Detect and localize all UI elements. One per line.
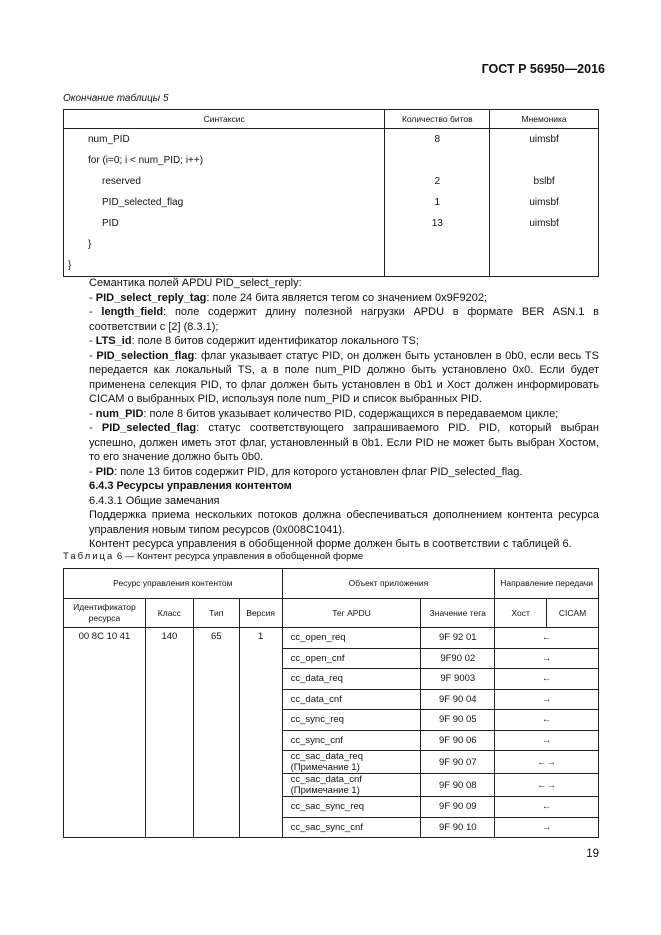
field-term: PID (95, 465, 115, 478)
apdu-tag: cc_open_req (282, 628, 421, 649)
field-item (89, 291, 599, 306)
mnemonic-cell: uimsbf (490, 192, 599, 213)
col-tag: Тег APDU (282, 599, 421, 628)
direction-arrow: ← (495, 669, 599, 690)
mnemonic-cell (490, 255, 599, 277)
field-item (89, 349, 599, 407)
tag-value: 9F 90 07 (421, 751, 495, 774)
field-desc: : статус соответствующего запрашиваемого PID. PID, который выбран успешно, должен иметь этот флаг, установленный в 0b1. Если PID не может быть выбран Хостом, то его значение должно быть 0b0. (89, 422, 599, 463)
tag-value: 9F 90 06 (421, 730, 495, 751)
field-item (89, 421, 599, 465)
standard-header: ГОСТ Р 56950—2016 (481, 62, 605, 76)
dash: - (89, 291, 96, 304)
syntax-cell: } (64, 234, 385, 255)
paragraph (89, 508, 599, 537)
apdu-tag: cc_sac_sync_cnf (282, 817, 421, 838)
mnemonic-cell (490, 234, 599, 255)
dash: - (89, 465, 96, 478)
group-object: Объект приложения (282, 569, 495, 599)
syntax-cell: PID_selected_flag (64, 192, 385, 213)
tag-value: 9F 90 09 (421, 797, 495, 818)
mnemonic-cell: uimsbf (490, 129, 599, 151)
direction-arrow: → (495, 648, 599, 669)
table6-caption (63, 551, 363, 562)
apdu-tag: cc_sync_cnf (282, 730, 421, 751)
direction-arrow: → (495, 730, 599, 751)
direction-arrow: ← (495, 797, 599, 818)
resource-id: 00 8C 10 41 (64, 628, 146, 838)
tag-value: 9F 90 10 (421, 817, 495, 838)
field-term: length_field (101, 306, 164, 318)
syntax-cell: PID (64, 213, 385, 234)
apdu-tag: cc_sync_req (282, 710, 421, 731)
col-mnemonic: Мнемоника (490, 110, 599, 129)
table5 (63, 109, 599, 277)
apdu-tag: cc_sac_data_req (Примечание 1) (282, 751, 421, 774)
mnemonic-cell (490, 150, 599, 171)
dash: - (89, 407, 96, 420)
field-term: num_PID (95, 407, 144, 420)
col-cicam: CICAM (547, 599, 599, 628)
paragraph-text: Поддержка приема нескольких потоков должна обеспечиваться дополнением контента ресурса управления новым типом ресурсов (0x008C1041). (89, 509, 599, 536)
col-value: Значение тега (421, 599, 495, 628)
field-item (89, 334, 599, 349)
table-row (64, 150, 599, 171)
bits-cell: 8 (385, 129, 490, 151)
table-row (64, 213, 599, 234)
bits-cell (385, 255, 490, 277)
group-direction: Направление передачи (495, 569, 599, 599)
resource-type: 65 (193, 628, 239, 838)
apdu-tag: cc_sac_data_cnf (Примечание 1) (282, 774, 421, 797)
group-resource: Ресурс управления контентом (64, 569, 283, 599)
tag-value: 9F90 02 (421, 648, 495, 669)
field-item (89, 407, 599, 422)
field-desc: : поле 13 битов содержит PID, для которого установлен флаг PID_selected_flag. (114, 465, 523, 478)
direction-arrow: → (495, 817, 599, 838)
table-row (64, 628, 599, 649)
syntax-cell: reserved (64, 171, 385, 192)
field-item (89, 305, 599, 334)
dash: - (89, 335, 96, 347)
subsection-heading: 6.4.3.1 Общие замечания (89, 494, 220, 507)
col-class: Класс (145, 599, 193, 628)
direction-arrow: → (495, 689, 599, 710)
direction-arrow: ←→ (495, 774, 599, 797)
body-text (89, 276, 599, 552)
tag-value: 9F 92 01 (421, 628, 495, 649)
apdu-tag: cc_data_req (282, 669, 421, 690)
table5-header-row (64, 110, 599, 129)
caption-rest: 6 — Контент ресурса управления в обобщенной форме (114, 551, 364, 562)
table6 (63, 568, 599, 838)
tag-value: 9F 90 04 (421, 689, 495, 710)
field-desc: : поле 8 битов указывает количество PID, содержащихся в передаваемом цикле; (143, 407, 559, 420)
apdu-tag: cc_open_cnf (282, 648, 421, 669)
direction-arrow: ←→ (495, 751, 599, 774)
dash: - (89, 349, 97, 362)
col-syntax: Синтаксис (64, 110, 385, 129)
field-term: PID_selected_flag (101, 422, 197, 434)
field-desc: : поле 8 битов содержит идентификатор локального TS; (131, 335, 419, 347)
resource-version: 1 (239, 628, 282, 838)
bits-cell: 1 (385, 192, 490, 213)
table-row (64, 192, 599, 213)
bits-cell (385, 150, 490, 171)
direction-arrow: ← (495, 628, 599, 649)
bits-cell: 13 (385, 213, 490, 234)
tag-value: 9F 9003 (421, 669, 495, 690)
dash: - (89, 306, 102, 318)
bits-cell: 2 (385, 171, 490, 192)
field-term: PID_selection_flag (96, 349, 195, 362)
field-desc: : поле 24 бита является тегом со значением 0x9F9202; (206, 291, 487, 304)
col-type: Тип (193, 599, 239, 628)
table-row (64, 255, 599, 277)
tag-value: 9F 90 08 (421, 774, 495, 797)
col-host: Хост (495, 599, 547, 628)
resource-class: 140 (145, 628, 193, 838)
table-row (64, 234, 599, 255)
col-bits: Количество битов (385, 110, 490, 129)
bits-cell (385, 234, 490, 255)
table-row (64, 171, 599, 192)
field-desc: : поле содержит длину полезной нагрузки APDU в формате BER ASN.1 в соответствии с [2] (8.3.1); (89, 306, 599, 333)
field-term: LTS_id (95, 335, 132, 347)
field-term: PID_select_reply_tag (95, 291, 207, 304)
col-id: Идентификатор ресурса (64, 599, 146, 628)
mnemonic-cell: uimsbf (490, 213, 599, 234)
table-row (64, 129, 599, 151)
semantics-intro: Семантика полей APDU PID_select_reply: (89, 277, 302, 289)
section-heading: 6.4.3 Ресурсы управления контентом (89, 480, 292, 492)
table6-group-header (64, 569, 599, 599)
syntax-cell: num_PID (64, 129, 385, 151)
apdu-tag: cc_data_cnf (282, 689, 421, 710)
caption-word: Таблица (63, 551, 115, 562)
syntax-cell: } (64, 255, 385, 277)
col-version: Версия (239, 599, 282, 628)
mnemonic-cell: bslbf (490, 171, 599, 192)
tag-value: 9F 90 05 (421, 710, 495, 731)
apdu-tag: cc_sac_sync_req (282, 797, 421, 818)
direction-arrow: ← (495, 710, 599, 731)
paragraph: Контент ресурса управления в обобщенной форме должен быть в соответствии с таблицей 6. (89, 538, 572, 550)
table6-column-header (64, 599, 599, 628)
field-item (89, 465, 599, 480)
dash: - (89, 422, 102, 434)
field-desc: : флаг указывает статус PID, он должен быть установлен в 0b0, если весь TS передается как локальный TS, а в поле num_PID должно быть установлено 0x0. Если будет применена селекция PID, то флаг должен быть установлен в 0b1 и Хост должен информировать CICAM о выбранных PID, используя поле num_PID и список выбранных PID. (89, 349, 599, 405)
syntax-cell: for (i=0; i < num_PID; i++) (64, 150, 385, 171)
page-number: 19 (586, 848, 599, 860)
table5-caption: Окончание таблицы 5 (63, 93, 169, 104)
